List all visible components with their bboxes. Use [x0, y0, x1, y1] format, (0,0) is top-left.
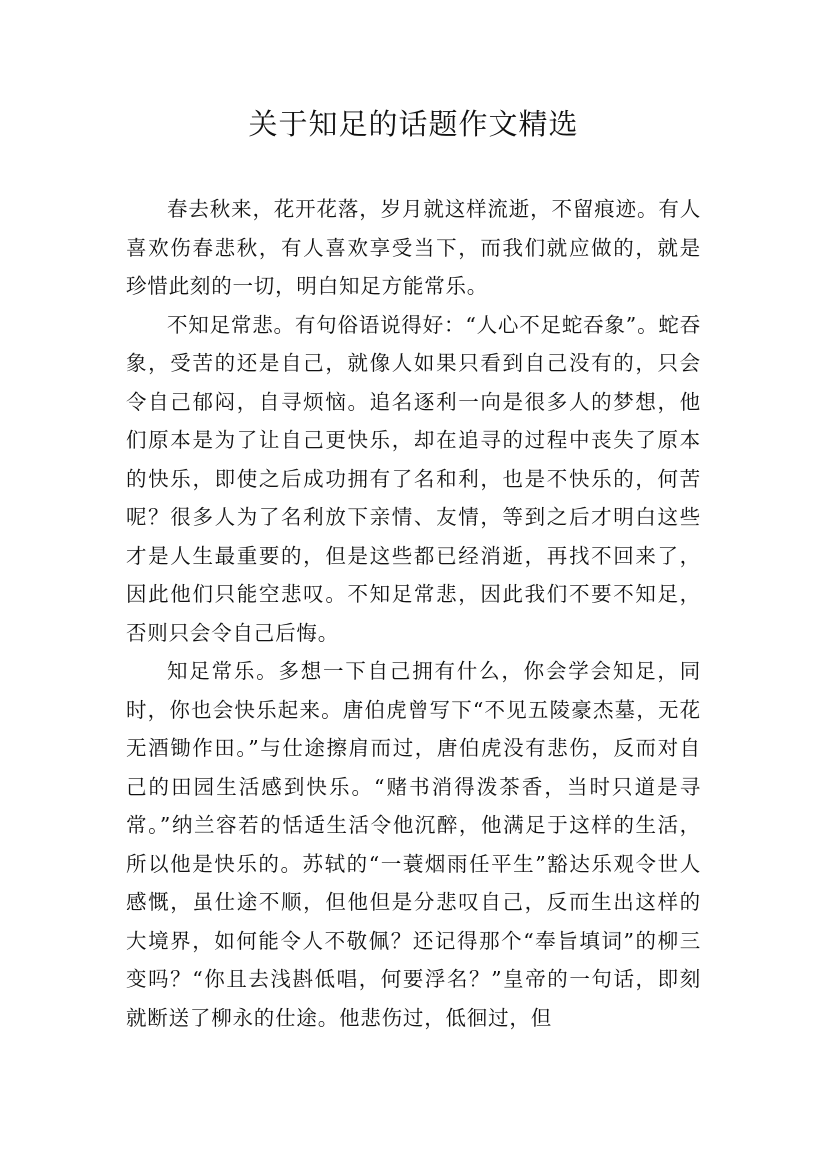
- paragraph-1: 春去秋来，花开花落，岁月就这样流逝，不留痕迹。有人喜欢伤春悲秋，有人喜欢享受当下，而我们就应做的，就是珍惜此刻的一切，明白知足方能常乐。: [126, 197, 701, 298]
- paragraph-2: 不知足常悲。有句俗语说得好：“人心不足蛇吞象”。蛇吞象，受苦的还是自己，就像人如果只看到自己没有的，只会令自己郁闷，自寻烦恼。追名逐利一向是很多人的梦想，他们原本是为了让自己更快乐，却在追寻的过程中丧失了原本的快乐，即使之后成功拥有了名和利，也是不快乐的，何苦呢？很多人为了名利放下亲情、友情，等到之后才明白这些才是人生最重要的，但是这些都已经消逝，再找不回来了，因此他们只能空悲叹。不知足常悲，因此我们不要不知足，否则只会令自己后悔。: [126, 312, 701, 645]
- document-body: [126, 190, 701, 1037]
- paragraph-3: 知足常乐。多想一下自己拥有什么，你会学会知足，同时，你也会快乐起来。唐伯虎曾写下“不见五陵豪杰墓，无花无酒锄作田。”与仕途擦肩而过，唐伯虎没有悲伤，反而对自己的田园生活感到快乐。“赌书消得泼茶香，当时只道是寻常。”纳兰容若的恬适生活令他沉醉，他满足于这样的生活，所以他是快乐的。苏轼的“一蓑烟雨任平生”豁达乐观令世人感慨，虽仕途不顺，但他但是分悲叹自己，反而生出这样的大境界，如何能令人不敬佩？还记得那个“奉旨填词”的柳三变吗？“你且去浅斟低唱，何要浮名？”皇帝的一句话，即刻就断送了柳永的仕途。他悲伤过，低徊过，但: [126, 659, 701, 1030]
- document-title: 关于知足的话题作文精选: [248, 107, 579, 141]
